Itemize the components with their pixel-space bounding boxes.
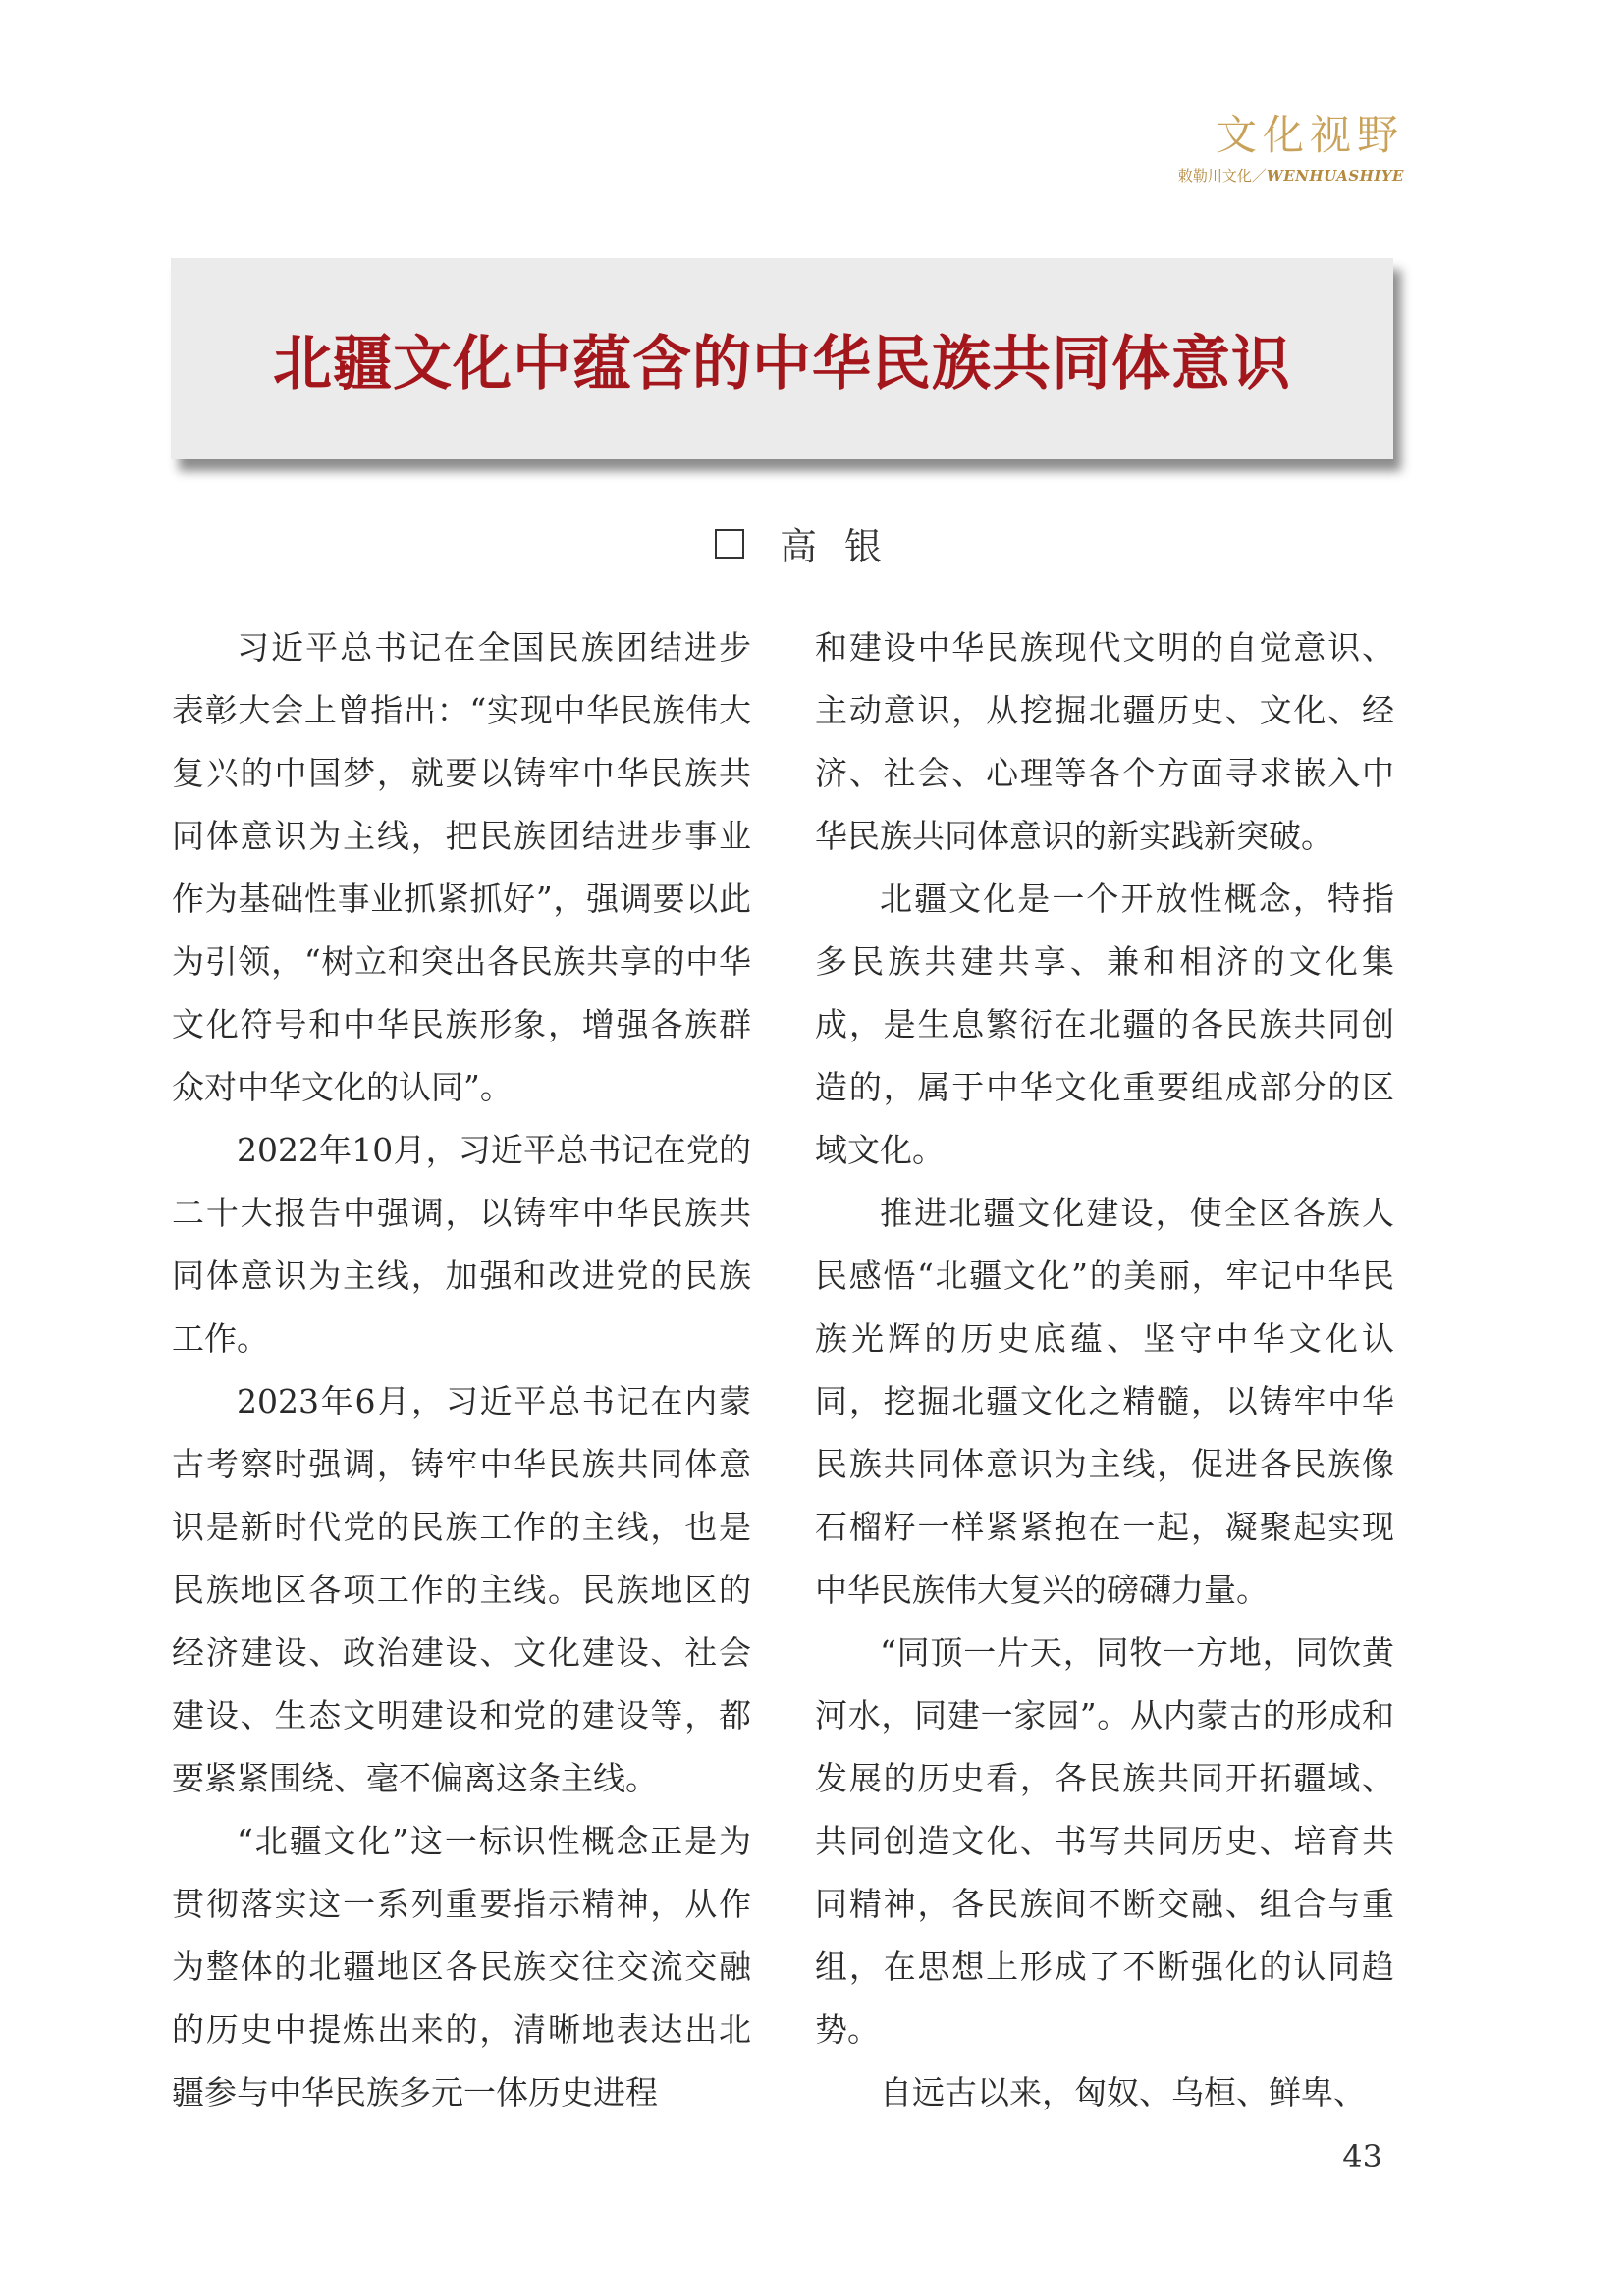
square-icon bbox=[715, 529, 744, 559]
article-title-box bbox=[171, 258, 1393, 459]
article-title: 北疆文化中蕴含的中华民族共同体意识 bbox=[273, 329, 1291, 399]
section-title: 文化视野 bbox=[1215, 111, 1404, 159]
paragraph-continued: 和建设中华民族现代文明的自觉意识、主动意识，从挖掘北疆历史、文化、经济、社会、心理等各个方面寻求嵌入中华民族共同体意识的新实践新突破。 bbox=[815, 628, 1394, 855]
section-header bbox=[1178, 110, 1404, 187]
byline bbox=[0, 516, 1624, 570]
section-subtitle bbox=[1178, 165, 1404, 187]
section-subtitle-en: WENHUASHIYE bbox=[1266, 167, 1404, 185]
section-subtitle-separator: ／ bbox=[1251, 167, 1267, 185]
page-number: 43 bbox=[1342, 2138, 1382, 2175]
paragraph: 自远古以来，匈奴、乌桓、鲜卑、 bbox=[880, 2073, 1366, 2111]
paragraph: “同顶一片天，同牧一方地，同饮黄河水，同建一家园”。从内蒙古的形成和发展的历史看，各民族共同开拓疆域、共同创造文化、书写共同历史、培育共同精神，各民族间不断交融、组合与重组，在思想上形成了不断强化的认同趋势。 bbox=[815, 1633, 1394, 2049]
paragraph: 2023年6月，习近平总书记在内蒙古考察时强调，铸牢中华民族共同体意识是新时代党的民族工作的主线，也是民族地区各项工作的主线。民族地区的经济建设、政治建设、文化建设、社会建设、生态文明建设和党的建设等，都要紧紧围绕、毫不偏离这条主线。 bbox=[172, 1382, 751, 1797]
section-subtitle-cn: 敕勒川文化 bbox=[1177, 167, 1252, 185]
body-column-left bbox=[172, 616, 751, 2124]
paragraph: 习近平总书记在全国民族团结进步表彰大会上曾指出：“实现中华民族伟大复兴的中国梦，就要以铸牢中华民族共同体意识为主线，把民族团结进步事业作为基础性事业抓紧抓好”，强调要以此为引领，“树立和突出各民族共享的中华文化符号和中华民族形象，增强各族群众对中华文化的认同”。 bbox=[172, 628, 751, 1106]
body-column-right bbox=[815, 616, 1394, 2124]
author-name: 高银 bbox=[779, 525, 909, 568]
paragraph: 北疆文化是一个开放性概念，特指多民族共建共享、兼和相济的文化集成，是生息繁衍在北疆的各民族共同创造的，属于中华文化重要组成部分的区域文化。 bbox=[815, 880, 1394, 1169]
paragraph: 推进北疆文化建设，使全区各族人民感悟“北疆文化”的美丽，牢记中华民族光辉的历史底蕴、坚守中华文化认同，挖掘北疆文化之精髓，以铸牢中华民族共同体意识为主线，促进各民族像石榴籽一样紧紧抱在一起，凝聚起实现中华民族伟大复兴的磅礴力量。 bbox=[815, 1194, 1394, 1609]
paragraph: 2022年10月，习近平总书记在党的二十大报告中强调，以铸牢中华民族共同体意识为主线，加强和改进党的民族工作。 bbox=[172, 1131, 751, 1358]
paragraph: “北疆文化”这一标识性概念正是为贯彻落实这一系列重要指示精神，从作为整体的北疆地区各民族交往交流交融的历史中提炼出来的，清晰地表达出北疆参与中华民族多元一体历史进程 bbox=[172, 1822, 751, 2111]
